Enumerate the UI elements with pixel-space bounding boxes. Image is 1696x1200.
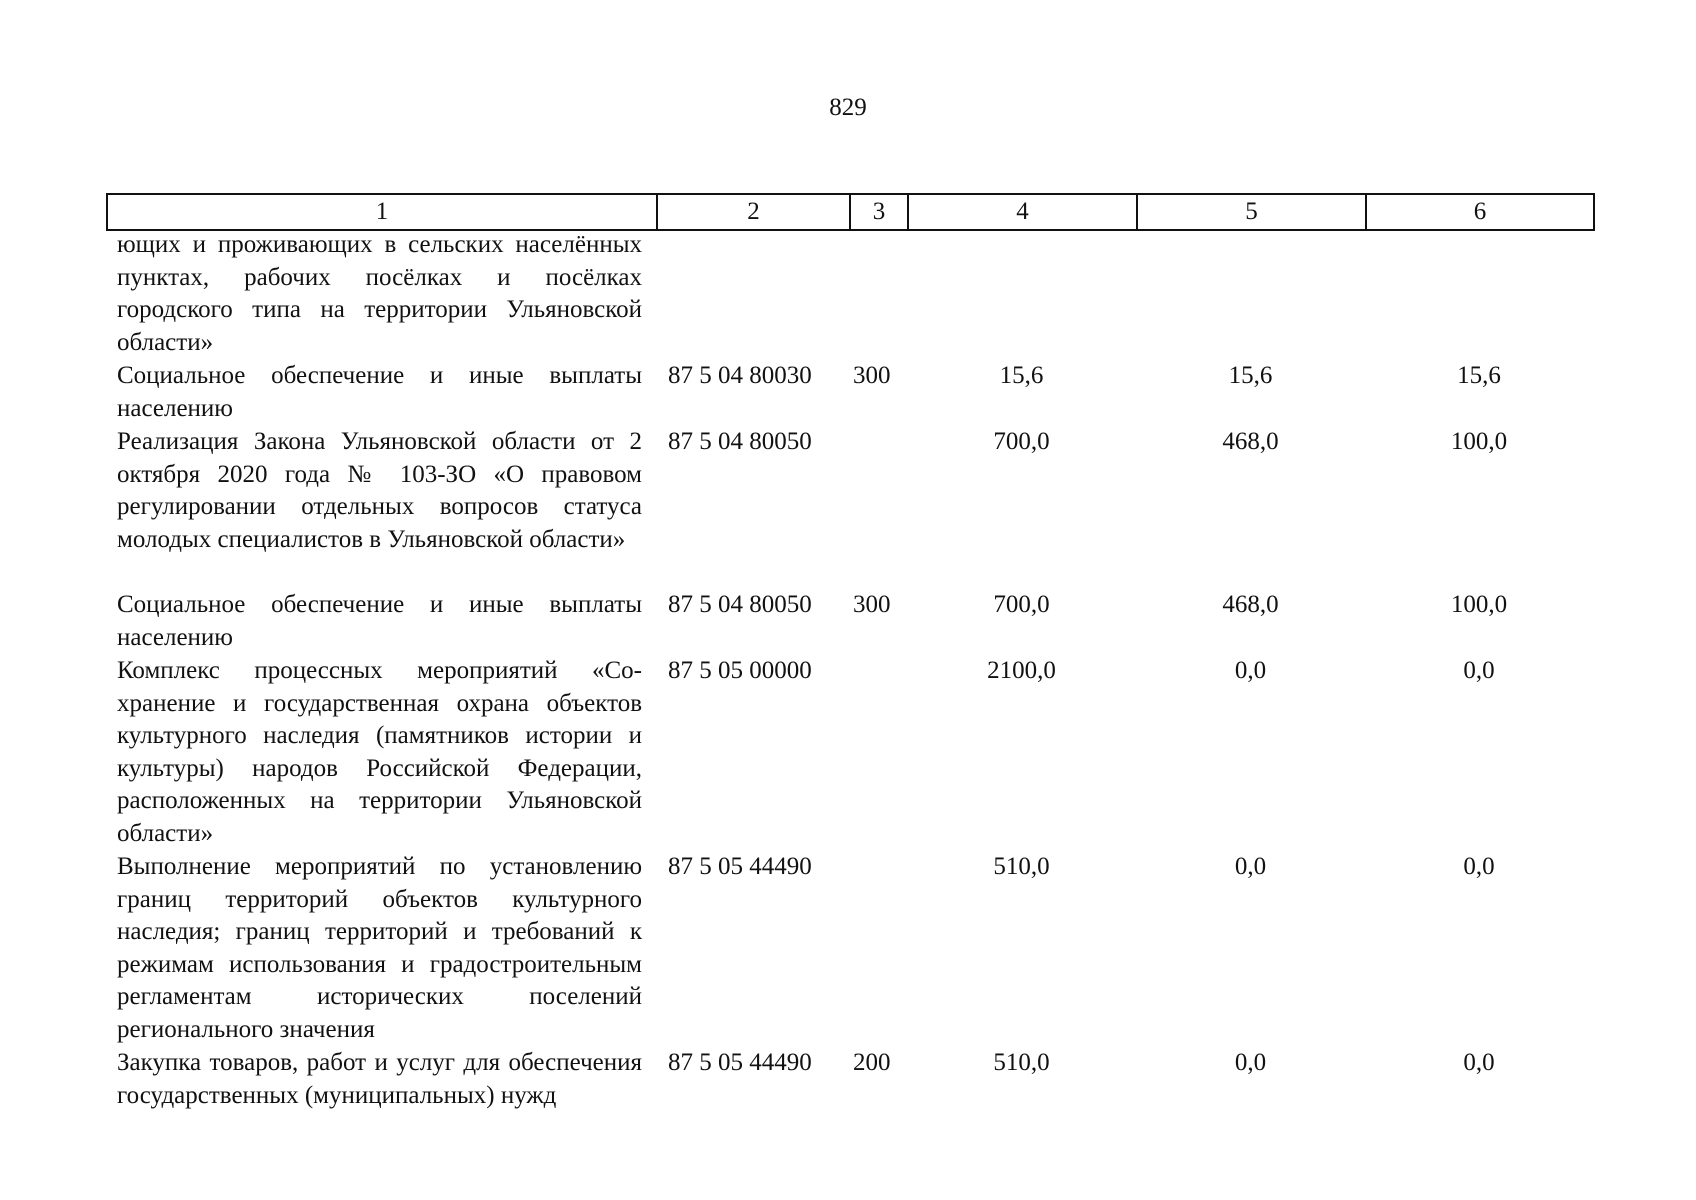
column-header-3: 3 — [850, 194, 908, 230]
row-description: Комплекс процессных мероприятий «Сохранение и государственная охрана объектов культурного наследия (памятников истории и культуры) народов Российской Федерации, расположенных на территории Ульяновской области» — [117, 657, 642, 847]
row-value-6: 0,0 — [1463, 853, 1495, 880]
row-value-5: 468,0 — [1222, 591, 1279, 618]
row-description: Социальное обеспечение и иные выплаты населению — [117, 362, 642, 422]
column-header-1: 1 — [107, 194, 657, 230]
row-value-6: 0,0 — [1463, 1049, 1495, 1076]
page-number: 829 — [829, 94, 867, 121]
row-value-6: 0,0 — [1463, 657, 1495, 684]
column-header-6: 6 — [1366, 194, 1594, 230]
table-row — [106, 851, 1593, 1047]
row-description: Реализация Закона Ульяновской области от 2 октября 2020 года № 103-ЗО «О правовом регулировании отдельных вопросов статуса молодых специалистов в Ульяновской области» — [117, 428, 642, 553]
row-expense-type: 200 — [853, 1049, 891, 1076]
row-code: 87 5 04 80050 — [668, 591, 812, 618]
row-value-5: 15,6 — [1228, 362, 1273, 389]
row-value-6: 100,0 — [1450, 591, 1508, 618]
row-value-6: 100,0 — [1450, 428, 1508, 455]
row-code: 87 5 05 00000 — [668, 657, 812, 684]
table-row — [106, 426, 1593, 589]
row-value-6: 15,6 — [1457, 362, 1501, 389]
column-header-2: 2 — [657, 194, 850, 230]
row-expense-type: 300 — [853, 362, 891, 389]
row-code: 87 5 05 44490 — [668, 853, 812, 880]
row-code: 87 5 05 44490 — [668, 1049, 812, 1076]
column-header-row — [107, 194, 1594, 230]
row-expense-type: 300 — [853, 591, 891, 618]
row-value-5: 0,0 — [1234, 1049, 1267, 1076]
row-value-4: 2100,0 — [987, 657, 1056, 684]
row-description: ющих и проживающих в сельских населённых пунктах, рабочих посёлках и посёлках городского типа на территории Ульяновской области» — [117, 231, 642, 356]
row-value-5 — [1136, 229, 1365, 360]
row-code — [656, 229, 849, 360]
row-code: 87 5 04 80030 — [668, 362, 812, 389]
row-value-5: 0,0 — [1234, 853, 1267, 880]
row-expense-type — [849, 655, 907, 851]
row-expense-type — [849, 229, 907, 360]
table-row — [106, 655, 1593, 851]
row-description: Социальное обеспечение и иные выплаты населению — [117, 591, 642, 651]
row-value-5: 0,0 — [1234, 657, 1267, 684]
column-header-table — [106, 193, 1595, 231]
budget-table — [106, 229, 1593, 1147]
table-row — [106, 229, 1593, 360]
row-value-4: 510,0 — [993, 853, 1050, 880]
row-value-6 — [1365, 229, 1593, 360]
row-description: Закупка товаров, работ и услуг для обеспечения государственных (муниципальных) нужд — [117, 1049, 642, 1109]
row-value-4: 510,0 — [993, 1049, 1050, 1076]
row-expense-type — [849, 851, 907, 1047]
row-value-4: 700,0 — [993, 591, 1050, 618]
row-description: Выполнение мероприятий по установлению границ территорий объектов культурного наследия; границ территорий и требований к режимам использования и градостроительным регламентам исторических поселений регионального значения — [117, 853, 642, 1043]
column-header-5: 5 — [1137, 194, 1366, 230]
row-code: 87 5 04 80050 — [668, 428, 812, 455]
table-row — [106, 360, 1593, 426]
row-value-4 — [907, 229, 1136, 360]
table-row — [106, 1047, 1593, 1147]
column-header-4: 4 — [908, 194, 1137, 230]
row-value-5: 468,0 — [1222, 428, 1279, 455]
row-expense-type — [849, 426, 907, 589]
row-value-4: 700,0 — [993, 428, 1050, 455]
row-value-4: 15,6 — [999, 362, 1044, 389]
table-row — [106, 589, 1593, 655]
